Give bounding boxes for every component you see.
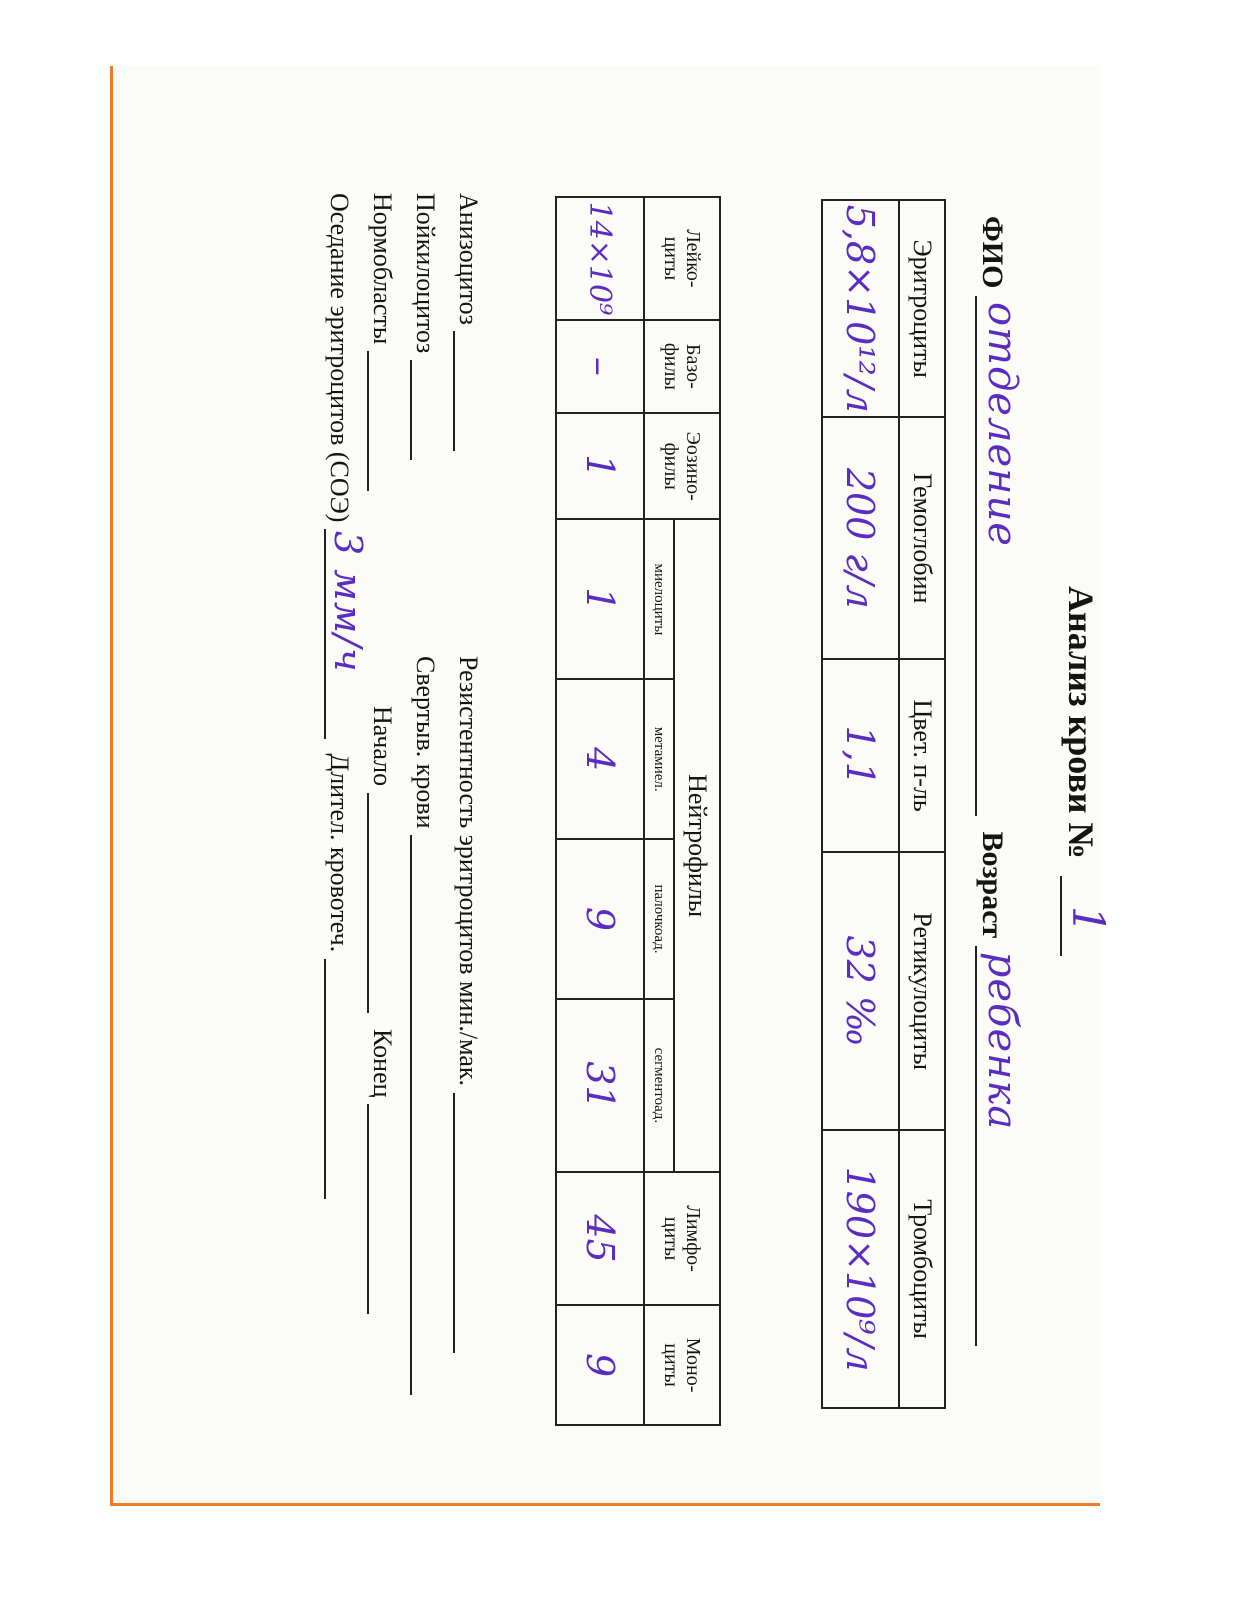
anisocytosis-field[interactable] <box>453 331 483 451</box>
header-myelocytes: миелоциты <box>644 519 674 679</box>
value-reticulocytes[interactable]: 32 ‰ <box>822 852 899 1130</box>
bleeding-field[interactable] <box>324 959 354 1199</box>
form-number-value: 1 <box>1062 905 1113 935</box>
header-neutrophils: Нейтрофилы <box>674 519 720 1171</box>
value-monocytes[interactable]: 9 <box>556 1305 644 1425</box>
normoblasts-label: Нормобласты <box>368 193 397 345</box>
resistance-label: Резистентность эритроцитов мин./мак. <box>454 656 483 1087</box>
value-metamyelocytes[interactable]: 4 <box>556 679 644 839</box>
header-segmented-neutrophils: сегментоад. <box>644 999 674 1172</box>
header-erythrocytes: Эритроциты <box>899 200 945 417</box>
anisocytosis-row <box>453 193 483 451</box>
header-metamyelocytes: метамиел. <box>644 679 674 839</box>
poikilocytosis-row <box>410 193 440 460</box>
header-platelets: Тромбоциты <box>899 1130 945 1408</box>
clotting-start-row <box>367 706 397 1314</box>
value-eosinophils[interactable]: 1 <box>556 413 644 520</box>
bleeding-label: Длител. кровотеч. <box>325 753 354 953</box>
header-eosinophils: Эозино- филы <box>644 413 720 520</box>
table1-header-row <box>899 200 945 1408</box>
header-band-neutrophils: палочкоад. <box>644 839 674 999</box>
resistance-row <box>453 656 483 1353</box>
header-basophils: Базо- филы <box>644 320 720 413</box>
age-label: Возраст <box>976 831 1009 939</box>
value-segmented-neutrophils[interactable]: 31 <box>556 999 644 1172</box>
value-basophils[interactable]: – <box>556 320 644 413</box>
end-field[interactable] <box>367 1104 397 1314</box>
blood-test-form <box>113 66 1113 1506</box>
header-reticulocytes: Ретикулоциты <box>899 852 945 1130</box>
esr-value: 3 мм/ч <box>326 530 370 673</box>
value-erythrocytes[interactable]: 5,8×10¹²/л <box>822 200 899 417</box>
resistance-field[interactable] <box>453 1093 483 1353</box>
fio-label: ФИО <box>976 216 1009 289</box>
header-leukocytes: Лейко- циты <box>644 197 720 320</box>
poikilocytosis-field[interactable] <box>410 360 440 460</box>
header-lymphocytes: Лимфо- циты <box>644 1172 720 1305</box>
value-lymphocytes[interactable]: 45 <box>556 1172 644 1305</box>
header-monocytes: Моно- циты <box>644 1305 720 1425</box>
form-title <box>1060 586 1113 956</box>
value-platelets[interactable]: 190×10⁹/л <box>822 1130 899 1408</box>
esr-row <box>324 193 370 1199</box>
value-hemoglobin[interactable]: 200 г/л <box>822 417 899 659</box>
clotting-label: Свертыв. крови <box>411 656 440 829</box>
start-label: Начало <box>368 706 397 787</box>
form-number-field[interactable] <box>1060 876 1113 956</box>
table1-value-row <box>822 200 899 1408</box>
table2-value-row <box>556 197 644 1425</box>
end-label: Конец <box>368 1029 397 1098</box>
clotting-field[interactable] <box>410 835 440 1395</box>
blood-counts-table <box>821 199 946 1409</box>
table2-header-row <box>674 197 720 1425</box>
header-color-index: Цвет. п-ль <box>899 659 945 852</box>
fio-row <box>975 216 1025 1346</box>
header-hemoglobin: Гемоглобин <box>899 417 945 659</box>
normoblasts-field[interactable] <box>367 351 397 491</box>
esr-field[interactable] <box>324 529 370 739</box>
age-value: ребенка <box>979 951 1025 1131</box>
anisocytosis-label: Анизоцитоз <box>454 193 483 325</box>
fio-value: отделение <box>979 301 1025 547</box>
age-field[interactable] <box>975 946 1025 1346</box>
esr-label: Оседание эритроцитов (СОЭ) <box>325 193 354 523</box>
value-leukocytes[interactable]: 14×10⁹ <box>556 197 644 320</box>
poikilocytosis-label: Пойкилоцитоз <box>411 193 440 354</box>
value-myelocytes[interactable]: 1 <box>556 519 644 679</box>
clotting-row <box>410 656 440 1395</box>
fio-field[interactable] <box>975 296 1025 816</box>
form-sheet <box>110 66 1113 1506</box>
value-color-index[interactable]: 1,1 <box>822 659 899 852</box>
normoblasts-row <box>367 193 397 491</box>
title-text: Анализ крови № <box>1061 586 1101 859</box>
start-field[interactable] <box>367 793 397 1013</box>
leukocyte-formula-table <box>555 196 721 1426</box>
value-band-neutrophils[interactable]: 9 <box>556 839 644 999</box>
